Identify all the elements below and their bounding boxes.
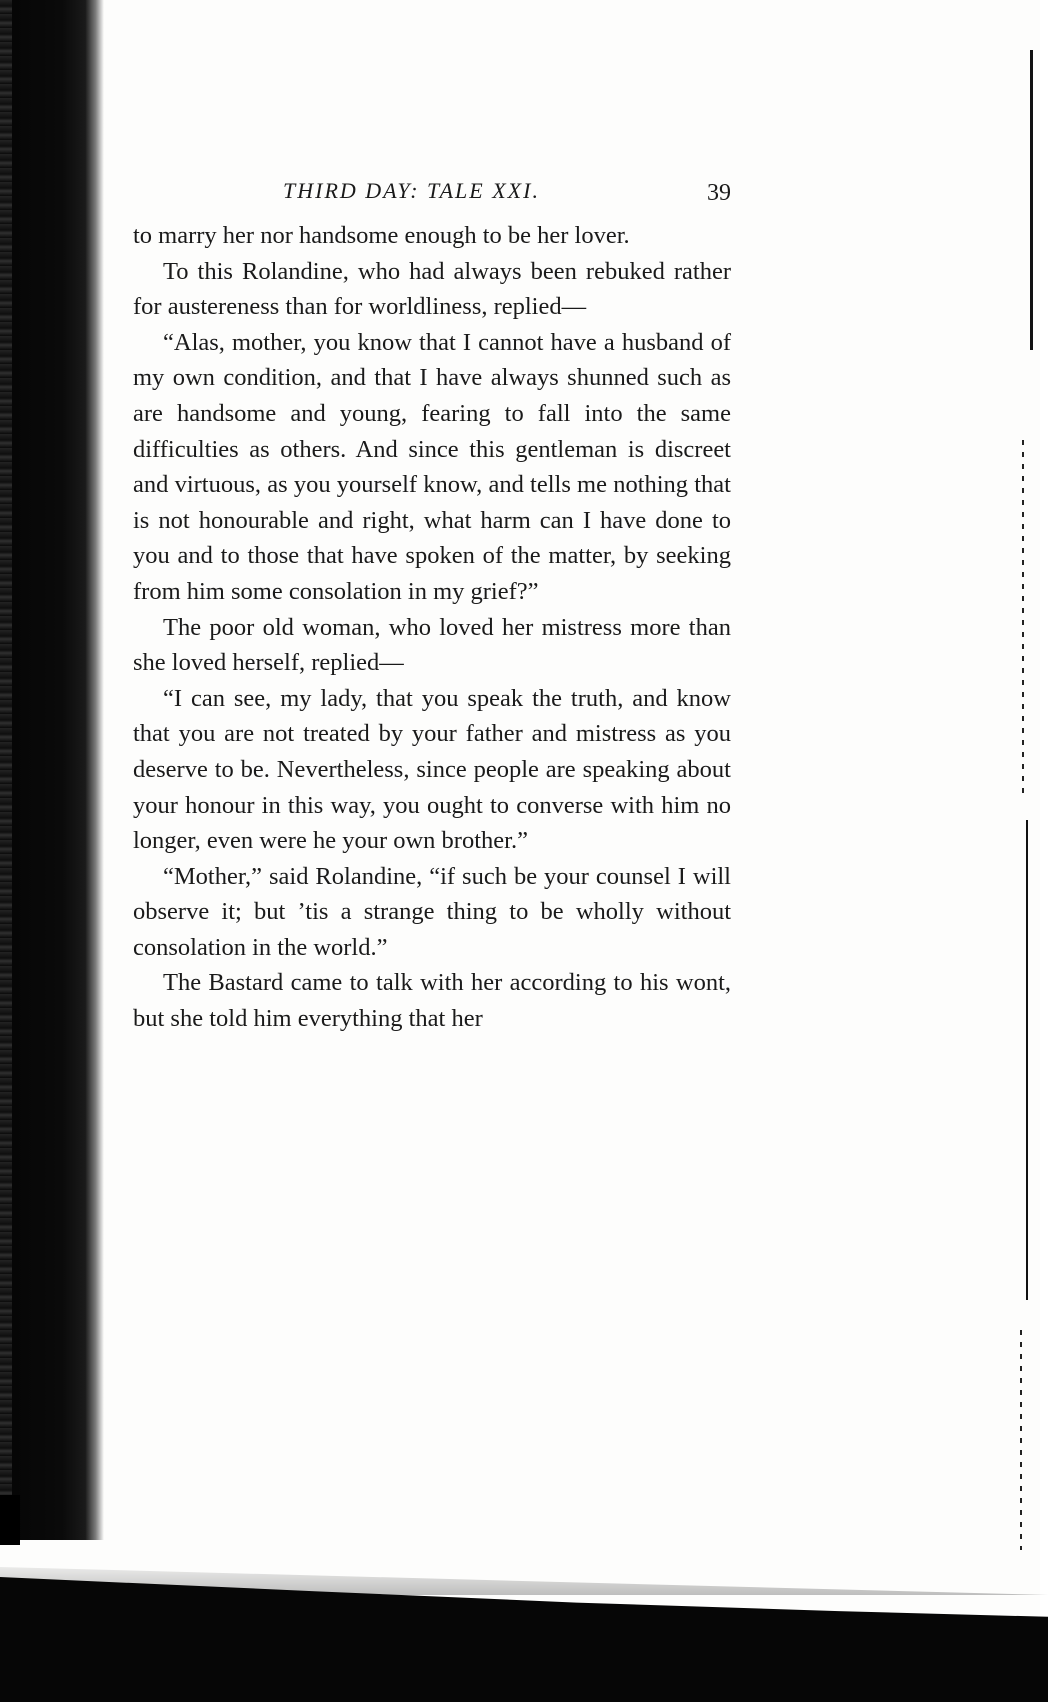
scan-artifact-dash: [1020, 1330, 1022, 1550]
body-text: [133, 218, 731, 1037]
paragraph: The poor old woman, who loved her mistress more than she loved herself, replied—: [133, 613, 731, 677]
paragraph: “I can see, my lady, that you speak the truth, and know that you are not treated by your father and mistress as you deserve to be. Nevertheless, since people are speaking about your honour in this way, you ought to converse with him no longer, even were he your own brother.”: [133, 684, 731, 855]
scan-artifact-line: [1030, 50, 1033, 350]
binding-shadow: [0, 0, 104, 1540]
right-margin: [1040, 0, 1048, 1702]
paragraph: to marry her nor handsome enough to be her lover.: [133, 222, 630, 249]
book-page: [133, 178, 731, 1037]
scan-artifact-dash: [1022, 440, 1024, 800]
paragraph: The Bastard came to talk with her according to his wont, but she told him everything that her: [133, 969, 731, 1033]
running-title: THIRD DAY: TALE XXI.: [283, 178, 540, 203]
paragraph: To this Rolandine, who had always been rebuked rather for austereness than for worldliness, replied—: [133, 257, 731, 321]
binding-notch: [0, 1495, 20, 1545]
scan-artifact-line: [1026, 820, 1028, 1300]
binding-streak: [0, 0, 12, 1540]
running-head: [133, 178, 731, 218]
page-number: 39: [707, 180, 731, 206]
paragraph: “Alas, mother, you know that I cannot have a husband of my own condition, and that I have always shunned such as are handsome and young, fearing to fall into the same difficulties as others. And since this gentleman is discreet and virtuous, as you yourself know, and tells me nothing that is not honourable and right, what harm can I have done to you and to those that have spoken of the matter, by seeking from him some consolation in my grief?”: [133, 328, 731, 605]
paragraph: “Mother,” said Rolandine, “if such be your counsel I will observe it; but ’tis a strange thing to be wholly without consolation in the world.”: [133, 862, 731, 961]
